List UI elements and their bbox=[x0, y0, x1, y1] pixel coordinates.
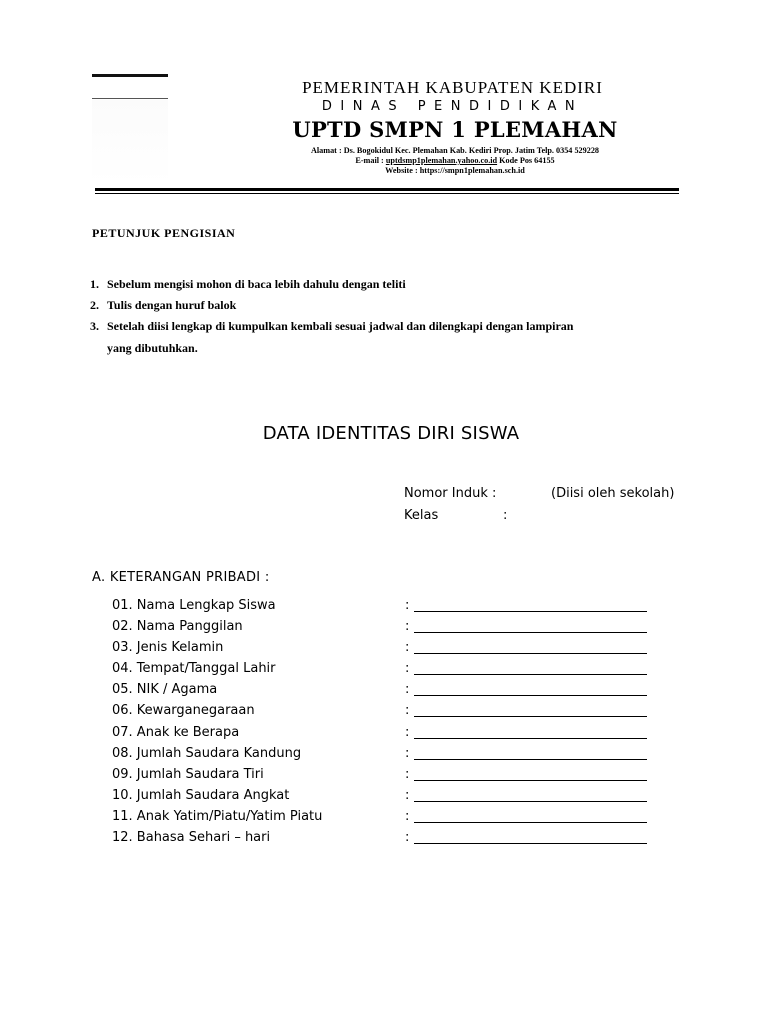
form-row bbox=[112, 724, 672, 745]
postal-code: Kode Pos 64155 bbox=[497, 156, 555, 165]
logo-placeholder bbox=[92, 74, 168, 184]
field-colon: : bbox=[405, 682, 410, 698]
school-contact bbox=[230, 146, 680, 176]
field-label: 09. Jumlah Saudara Tiri bbox=[112, 766, 264, 782]
form-row bbox=[112, 745, 672, 766]
field-colon: : bbox=[405, 619, 410, 635]
instruction-item bbox=[90, 316, 710, 337]
instruction-item bbox=[90, 295, 710, 316]
field-label: 11. Anak Yatim/Piatu/Yatim Piatu bbox=[112, 808, 323, 824]
form-row bbox=[112, 808, 672, 829]
school-website: Website : https://smpn1plemahan.sch.id bbox=[385, 166, 525, 175]
logo-bottom-rule bbox=[92, 98, 168, 99]
instruction-text: Tulis dengan huruf balok bbox=[107, 298, 237, 312]
fill-in-line[interactable] bbox=[414, 780, 647, 781]
instructions-list bbox=[90, 274, 710, 359]
instruction-number: 2. bbox=[90, 298, 99, 312]
fill-in-line[interactable] bbox=[414, 611, 647, 612]
field-label: 04. Tempat/Tanggal Lahir bbox=[112, 661, 276, 677]
form-row bbox=[112, 681, 672, 702]
form-row bbox=[112, 597, 672, 618]
instructions-title: PETUNJUK PENGISIAN bbox=[92, 226, 236, 240]
nomor-induk-label: Nomor Induk : bbox=[404, 486, 497, 501]
department-name: DINAS PENDIDIKAN bbox=[321, 99, 584, 114]
form-row bbox=[112, 766, 672, 787]
email-prefix: E-mail : bbox=[355, 156, 386, 165]
field-label: 07. Anak ke Berapa bbox=[112, 724, 240, 740]
field-colon: : bbox=[405, 787, 410, 803]
field-label: 10. Jumlah Saudara Angkat bbox=[112, 787, 290, 803]
fill-in-line[interactable] bbox=[414, 632, 647, 633]
fill-in-line[interactable] bbox=[414, 822, 647, 823]
field-label: 08. Jumlah Saudara Kandung bbox=[112, 745, 302, 761]
field-label: 06. Kewarganegaraan bbox=[112, 703, 255, 719]
logo-image bbox=[92, 100, 168, 184]
field-label: 03. Jenis Kelamin bbox=[112, 640, 224, 656]
form-row bbox=[112, 618, 672, 639]
form-row bbox=[112, 787, 672, 808]
field-colon: : bbox=[405, 766, 410, 782]
government-name: PEMERINTAH KABUPATEN KEDIRI bbox=[302, 78, 603, 97]
form-row bbox=[112, 660, 672, 681]
fill-in-line[interactable] bbox=[414, 843, 647, 844]
field-label: 01. Nama Lengkap Siswa bbox=[112, 598, 276, 613]
fill-in-line[interactable] bbox=[414, 738, 647, 739]
school-email-line bbox=[230, 156, 680, 166]
field-label: 05. NIK / Agama bbox=[112, 682, 218, 698]
field-label: 02. Nama Panggilan bbox=[112, 619, 243, 635]
fill-in-line[interactable] bbox=[414, 674, 647, 675]
section-a-title: A. KETERANGAN PRIBADI : bbox=[92, 570, 270, 585]
form-row bbox=[112, 829, 672, 850]
logo-top-rule bbox=[92, 74, 168, 77]
field-colon: : bbox=[405, 808, 410, 824]
form-title: DATA IDENTITAS DIRI SISWA bbox=[262, 423, 520, 444]
nomor-induk-note: (Diisi oleh sekolah) bbox=[551, 486, 675, 501]
fill-in-line[interactable] bbox=[414, 759, 647, 760]
field-colon: : bbox=[405, 640, 410, 656]
school-email: uptdsmp1plemahan.yahoo.co.id bbox=[385, 156, 498, 165]
instruction-text: Sebelum mengisi mohon di baca lebih dahulu dengan teliti bbox=[107, 277, 406, 291]
kelas-label: Kelas bbox=[404, 508, 439, 523]
field-colon: : bbox=[405, 830, 410, 846]
kelas-colon: : bbox=[503, 508, 508, 523]
school-name: UPTD SMPN 1 PLEMAHAN bbox=[292, 117, 618, 142]
letterhead-rule-thin bbox=[95, 193, 679, 194]
instruction-continuation: yang dibutuhkan. bbox=[107, 341, 198, 355]
personal-data-fields bbox=[112, 597, 672, 850]
fill-in-line[interactable] bbox=[414, 716, 647, 717]
field-colon: : bbox=[405, 598, 410, 613]
field-colon: : bbox=[405, 724, 410, 740]
letterhead-rule-thick bbox=[95, 188, 679, 191]
instruction-number: 1. bbox=[90, 277, 99, 291]
fill-in-line[interactable] bbox=[414, 801, 647, 802]
school-address: Alamat : Ds. Bogokidul Kec. Plemahan Kab. Kediri Prop. Jatim Telp. 0354 529228 bbox=[310, 146, 600, 155]
fill-in-line[interactable] bbox=[414, 653, 647, 654]
instruction-item bbox=[90, 274, 710, 295]
letterhead bbox=[200, 78, 680, 176]
field-colon: : bbox=[405, 703, 410, 719]
instruction-number: 3. bbox=[90, 319, 99, 333]
field-colon: : bbox=[405, 745, 410, 761]
field-colon: : bbox=[405, 661, 410, 677]
field-label: 12. Bahasa Sehari – hari bbox=[112, 830, 271, 846]
form-row bbox=[112, 639, 672, 660]
fill-in-line[interactable] bbox=[414, 695, 647, 696]
form-row bbox=[112, 702, 672, 723]
instruction-text: Setelah diisi lengkap di kumpulkan kembali sesuai jadwal dan dilengkapi dengan lampiran bbox=[107, 319, 574, 333]
